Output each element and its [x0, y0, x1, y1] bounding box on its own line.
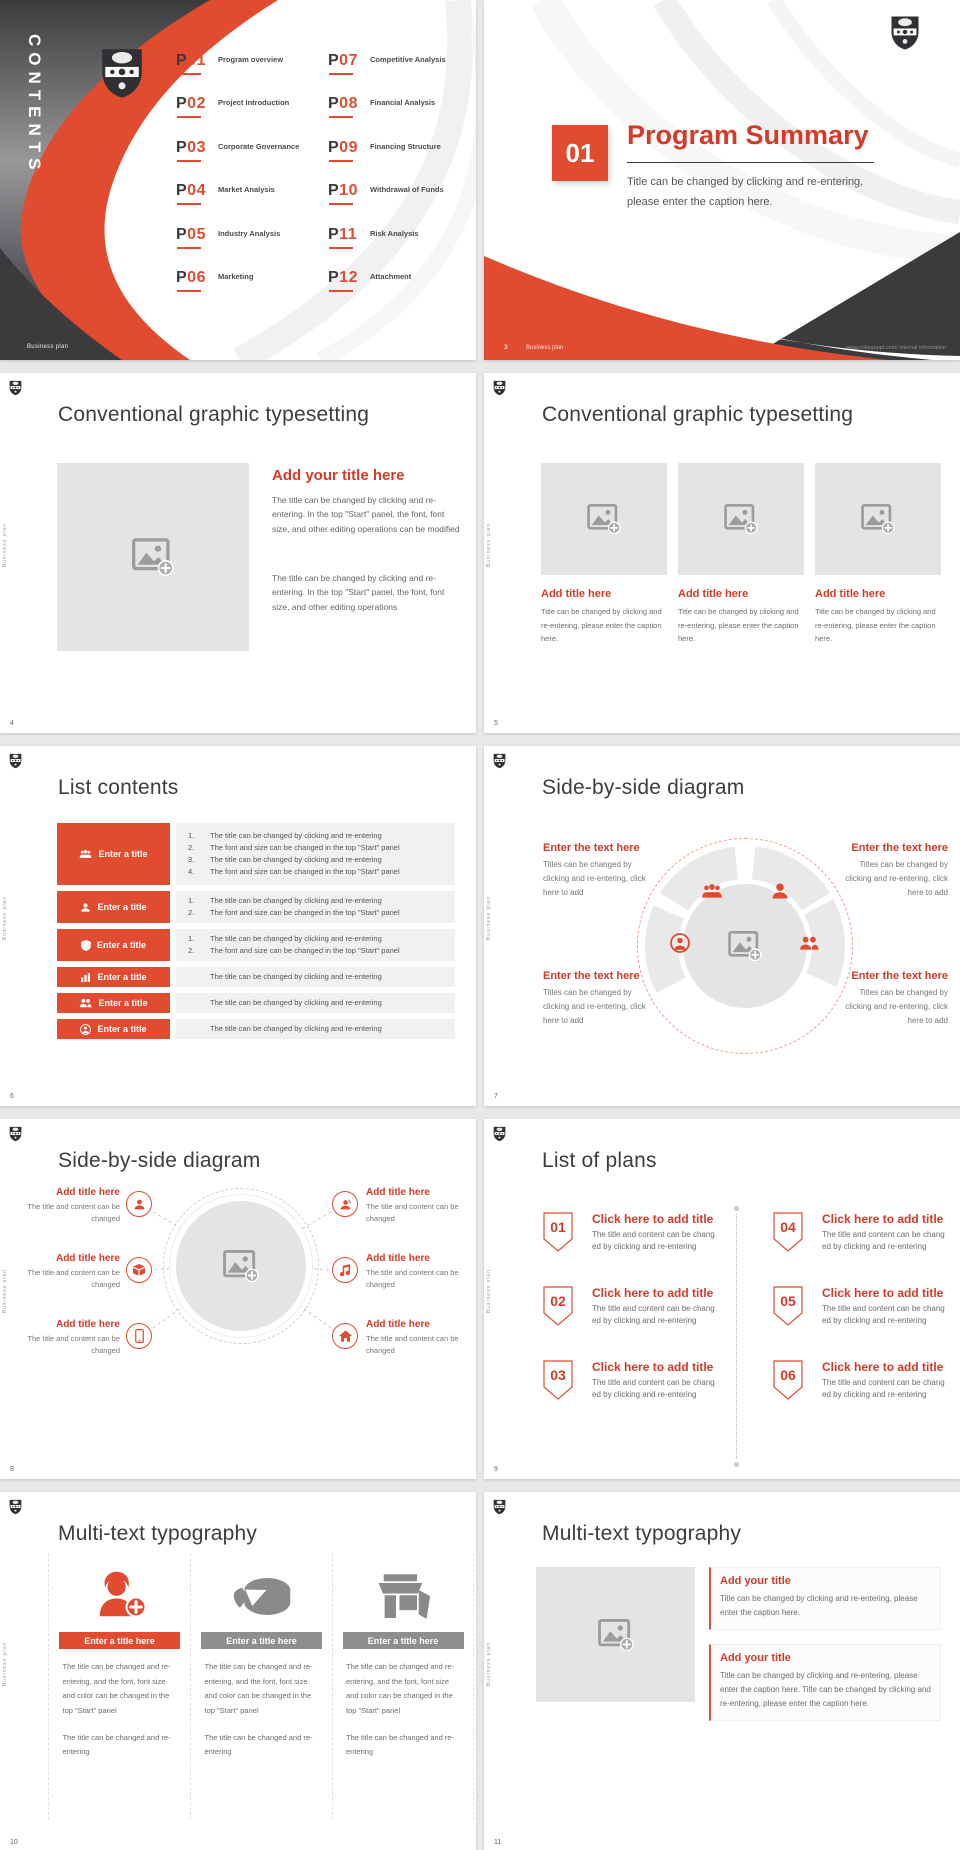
slide-page-number: 6	[10, 1093, 14, 1100]
image-add-icon	[598, 1619, 634, 1651]
slide-thumbnail-hub-diagram[interactable]	[0, 1119, 476, 1479]
diagram-text-block: Add title here The title and content can be changed	[27, 1187, 120, 1223]
home-icon	[339, 1330, 352, 1342]
support-user-icon	[339, 1198, 352, 1211]
side-vertical-label: Business plan	[2, 1642, 8, 1687]
diagram-text-block: Enter the text here Titles can be changed by clicking and re-entering, click here to add	[543, 842, 646, 897]
contents-item[interactable]: P12 Attachment	[328, 269, 476, 312]
contents-column-right	[328, 52, 476, 312]
diagram-text-block: Enter the text here Titles can be changed by clicking and re-entering, click here to add	[845, 970, 948, 1025]
slide-thumbnail-contents[interactable]	[0, 0, 476, 360]
side-vertical-label: Business plan	[486, 1642, 492, 1687]
image-card	[541, 463, 667, 646]
university-shield-logo	[493, 380, 506, 396]
contents-column-left	[176, 52, 326, 312]
product-box-icon	[133, 1264, 145, 1276]
image-placeholder[interactable]	[536, 1567, 695, 1702]
slide-page-number: 4	[10, 720, 14, 727]
slide-thumbnail-typography-blocks[interactable]	[484, 1492, 960, 1850]
side-vertical-label: Business plan	[486, 896, 492, 941]
plan-item: 02 Click here to add title The title and content can be chang ed by clicking and re-entering	[543, 1286, 723, 1328]
slide-thumbnail-program-summary[interactable]	[484, 0, 960, 360]
slide-page-number: 3	[504, 344, 508, 351]
diagram-node	[332, 1191, 358, 1217]
university-shield-logo	[493, 1499, 506, 1515]
contents-item[interactable]: P04 Market Analysis	[176, 182, 326, 225]
contents-item[interactable]: P03 Corporate Governance	[176, 139, 326, 182]
slide-page-number: 9	[494, 1466, 498, 1473]
body-paragraph: The title can be changed by clicking and re-entering. In the top "Start" panel, the font, font size, and other editing operations	[272, 573, 445, 612]
list-row	[57, 929, 455, 961]
user-gear-icon	[80, 902, 91, 913]
smartphone-icon	[135, 1329, 144, 1343]
plan-item: 01 Click here to add title The title and content can be chang ed by clicking and re-entering	[543, 1212, 723, 1254]
enter-title-button[interactable]: Enter a title	[57, 823, 170, 885]
diagram-node	[126, 1191, 152, 1217]
list-panel: 1. The title can be changed by clicking and re-entering 2. The font and size can be changed in the top "Start" panel	[176, 929, 455, 961]
plan-item: 05 Click here to add title The title and content can be chang ed by clicking and re-entering	[773, 1286, 953, 1328]
slide-title: List contents	[58, 776, 179, 799]
slide-footer-text: Business plan	[526, 345, 564, 351]
slide-title: Multi-text typography	[58, 1522, 258, 1545]
users-icon	[798, 932, 820, 954]
diagram-text-block: Enter the text here Titles can be changed by clicking and re-entering, click here to add	[543, 970, 646, 1025]
pie-chart-3d-icon	[232, 1574, 292, 1622]
storefront-icon	[375, 1572, 431, 1622]
slide-page-number: 11	[494, 1839, 502, 1846]
team-icon	[79, 998, 92, 1008]
plan-item: 06 Click here to add title The title and content can be chang ed by clicking and re-entering	[773, 1360, 953, 1402]
list-rows	[57, 823, 455, 1039]
slide-thumbnail-typesetting-triple[interactable]	[484, 373, 960, 733]
list-row	[57, 1019, 455, 1039]
slide-footer-url: www.collegeppt.com/ internal information	[846, 345, 946, 351]
image-placeholder[interactable]	[57, 463, 249, 651]
text-note-block: Add your title Title can be changed by clicking and re-entering, please enter the caption here. Title can be changed by clicking and re-entering, please enter the caption here.	[709, 1644, 941, 1721]
card-caption: Title can be changed by clicking and re-entering, please enter the caption here.	[678, 607, 799, 643]
image-add-icon	[223, 1250, 259, 1282]
diagram-text-block: Add title here The title and content can be changed	[366, 1319, 459, 1355]
consultant-plus-icon	[93, 1570, 147, 1622]
dotted-divider	[736, 1214, 737, 1459]
list-panel: 1. The title can be changed by clicking and re-entering 2. The font and size can be changed in the top "Start" panel	[176, 891, 455, 923]
contents-item[interactable]: P08 Financial Analysis	[328, 95, 476, 138]
image-card	[678, 463, 804, 646]
music-note-icon	[340, 1264, 351, 1277]
text-note-block: Add your title Title can be changed by clicking and re-entering, please enter the caption here.	[709, 1567, 941, 1630]
card-caption: Title can be changed by clicking and re-entering, please enter the caption here.	[815, 607, 936, 643]
university-shield-logo	[493, 753, 506, 769]
slide-thumbnail-typography-columns[interactable]	[0, 1492, 476, 1850]
diagram-text-block: Add title here The title and content can be changed	[27, 1253, 120, 1289]
side-vertical-label: Business plan	[486, 523, 492, 568]
university-shield-logo	[9, 1499, 22, 1515]
shield-icon	[81, 940, 91, 951]
university-shield-logo	[493, 1126, 506, 1142]
slide-title: Conventional graphic typesetting	[58, 403, 370, 426]
side-vertical-label: Business plan	[486, 1269, 492, 1314]
card-heading: Add title here	[541, 588, 612, 600]
university-shield-logo	[890, 15, 920, 51]
contents-item[interactable]: P10 Withdrawal of Funds	[328, 182, 476, 225]
list-row	[57, 891, 455, 923]
image-card	[815, 463, 941, 646]
image-add-icon	[724, 504, 758, 534]
list-panel: 1. The title can be changed by clicking and re-entering 2. The font and size can be changed in the top "Start" panel 3. The title can be changed by clicking and re-entering 4. The font and size can be changed in the top "Start" panel	[176, 823, 455, 885]
diagram-text-block: Add title here The title and content can be changed	[27, 1319, 120, 1355]
typography-column: Enter a title here The title can be changed and re-entering, and the font, font size and color can be changed in the top "Start" panel The title can be changed and re-entering	[332, 1554, 474, 1820]
contents-item[interactable]: P09 Financing Structure	[328, 139, 476, 182]
image-add-icon	[861, 504, 895, 534]
diagram-node	[126, 1257, 152, 1283]
enter-title-button[interactable]: Enter a title	[57, 1019, 170, 1039]
list-row	[57, 993, 455, 1013]
section-caption: Title can be changed by clicking and re-entering, please enter the caption here.	[627, 176, 864, 209]
diagram-node	[332, 1257, 358, 1283]
diagram-text-block: Add title here The title and content can be changed	[366, 1187, 459, 1223]
body-paragraph: The title can be changed by clicking and re-entering. In the top "Start" panel, the font, font size, and other editing operations can be modified	[272, 495, 460, 534]
contents-item[interactable]: P05 Industry Analysis	[176, 226, 326, 269]
slide-title: Side-by-side diagram	[58, 1149, 261, 1172]
slide-page-number: 8	[10, 1466, 14, 1473]
contents-item[interactable]: P02 Project Introduction	[176, 95, 326, 138]
image-add-icon	[132, 538, 174, 576]
list-row	[57, 967, 455, 987]
list-panel: The title can be changed by clicking and re-entering	[176, 1019, 455, 1039]
body-heading: Add your title here	[272, 467, 405, 484]
image-placeholder[interactable]	[541, 463, 667, 575]
slide-thumbnail-ring-diagram[interactable]	[484, 746, 960, 1106]
slide-title: Multi-text typography	[542, 1522, 742, 1545]
enter-title-button[interactable]: Enter a title	[57, 929, 170, 961]
title-underline	[627, 162, 874, 163]
diagram-node	[332, 1323, 358, 1349]
section-number-badge: 01	[552, 125, 608, 181]
slide-page-number: 7	[494, 1093, 498, 1100]
diagram-text-block: Enter the text here Titles can be changed by clicking and re-entering, click here to add	[845, 842, 948, 897]
slide-footer-text: Business plan	[27, 344, 69, 350]
university-shield-logo	[100, 47, 144, 100]
segmented-ring-diagram	[637, 838, 853, 1054]
group-icon	[701, 880, 723, 902]
card-heading: Add title here	[815, 588, 886, 600]
contents-item[interactable]: P07 Competitive Analysis	[328, 52, 476, 95]
diagram-node	[126, 1323, 152, 1349]
slide-thumbnail-list-contents[interactable]	[0, 746, 476, 1106]
slide-page-number: 10	[10, 1839, 18, 1846]
slide-title: List of plans	[542, 1149, 657, 1172]
slide-thumbnail-list-of-plans[interactable]	[484, 1119, 960, 1479]
user-badge-icon	[80, 1024, 91, 1035]
section-title: Program Summary	[627, 120, 869, 150]
list-row	[57, 823, 455, 885]
slide-thumbnail-typesetting-single[interactable]	[0, 373, 476, 733]
contents-vertical-title: CONTENTS	[25, 34, 44, 176]
user-icon	[133, 1198, 146, 1211]
university-shield-logo	[9, 753, 22, 769]
enter-title-button[interactable]: Enter a title	[57, 967, 170, 987]
plan-item: 04 Click here to add title The title and content can be chang ed by clicking and re-entering	[773, 1212, 953, 1254]
user-circle-icon	[669, 932, 691, 954]
slide-title: Side-by-side diagram	[542, 776, 745, 799]
card-caption: Title can be changed by clicking and re-entering, please enter the caption here.	[541, 607, 662, 643]
slide-title: Conventional graphic typesetting	[542, 403, 854, 426]
image-placeholder[interactable]	[683, 884, 807, 1008]
bar-chart-icon	[80, 973, 91, 982]
university-shield-logo	[9, 380, 22, 396]
user-check-icon	[769, 880, 791, 902]
typography-column: Enter a title here The title can be changed and re-entering, and the font, font size and color can be changed in the top "Start" panel The title can be changed and re-entering	[48, 1554, 190, 1820]
card-heading: Add title here	[678, 588, 749, 600]
enter-title-button[interactable]: Enter a title	[57, 891, 170, 923]
enter-title-button[interactable]: Enter a title here	[201, 1632, 322, 1649]
slide-page-number: 5	[494, 720, 498, 727]
image-add-icon	[587, 504, 621, 534]
contents-item[interactable]: P11 Risk Analysis	[328, 226, 476, 269]
enter-title-button[interactable]: Enter a title here	[343, 1632, 464, 1649]
side-vertical-label: Business plan	[2, 523, 8, 568]
contents-item[interactable]: P06 Marketing	[176, 269, 326, 312]
list-panel: The title can be changed by clicking and re-entering	[176, 967, 455, 987]
side-vertical-label: Business plan	[2, 1269, 8, 1314]
diagram-text-block: Add title here The title and content can be changed	[366, 1253, 459, 1289]
podium-meeting-icon	[79, 849, 92, 859]
side-vertical-label: Business plan	[2, 896, 8, 941]
plan-item: 03 Click here to add title The title and content can be chang ed by clicking and re-entering	[543, 1360, 723, 1402]
typography-column: Enter a title here The title can be changed and re-entering, and the font, font size and color can be changed in the top "Start" panel The title can be changed and re-entering	[190, 1554, 332, 1820]
image-placeholder[interactable]	[815, 463, 941, 575]
contents-item[interactable]: P01 Program overview	[176, 52, 326, 95]
image-add-icon	[728, 931, 762, 961]
enter-title-button[interactable]: Enter a title	[57, 993, 170, 1013]
image-placeholder[interactable]	[176, 1201, 306, 1331]
enter-title-button[interactable]: Enter a title here	[59, 1632, 180, 1649]
list-panel: The title can be changed by clicking and re-entering	[176, 993, 455, 1013]
image-placeholder[interactable]	[678, 463, 804, 575]
